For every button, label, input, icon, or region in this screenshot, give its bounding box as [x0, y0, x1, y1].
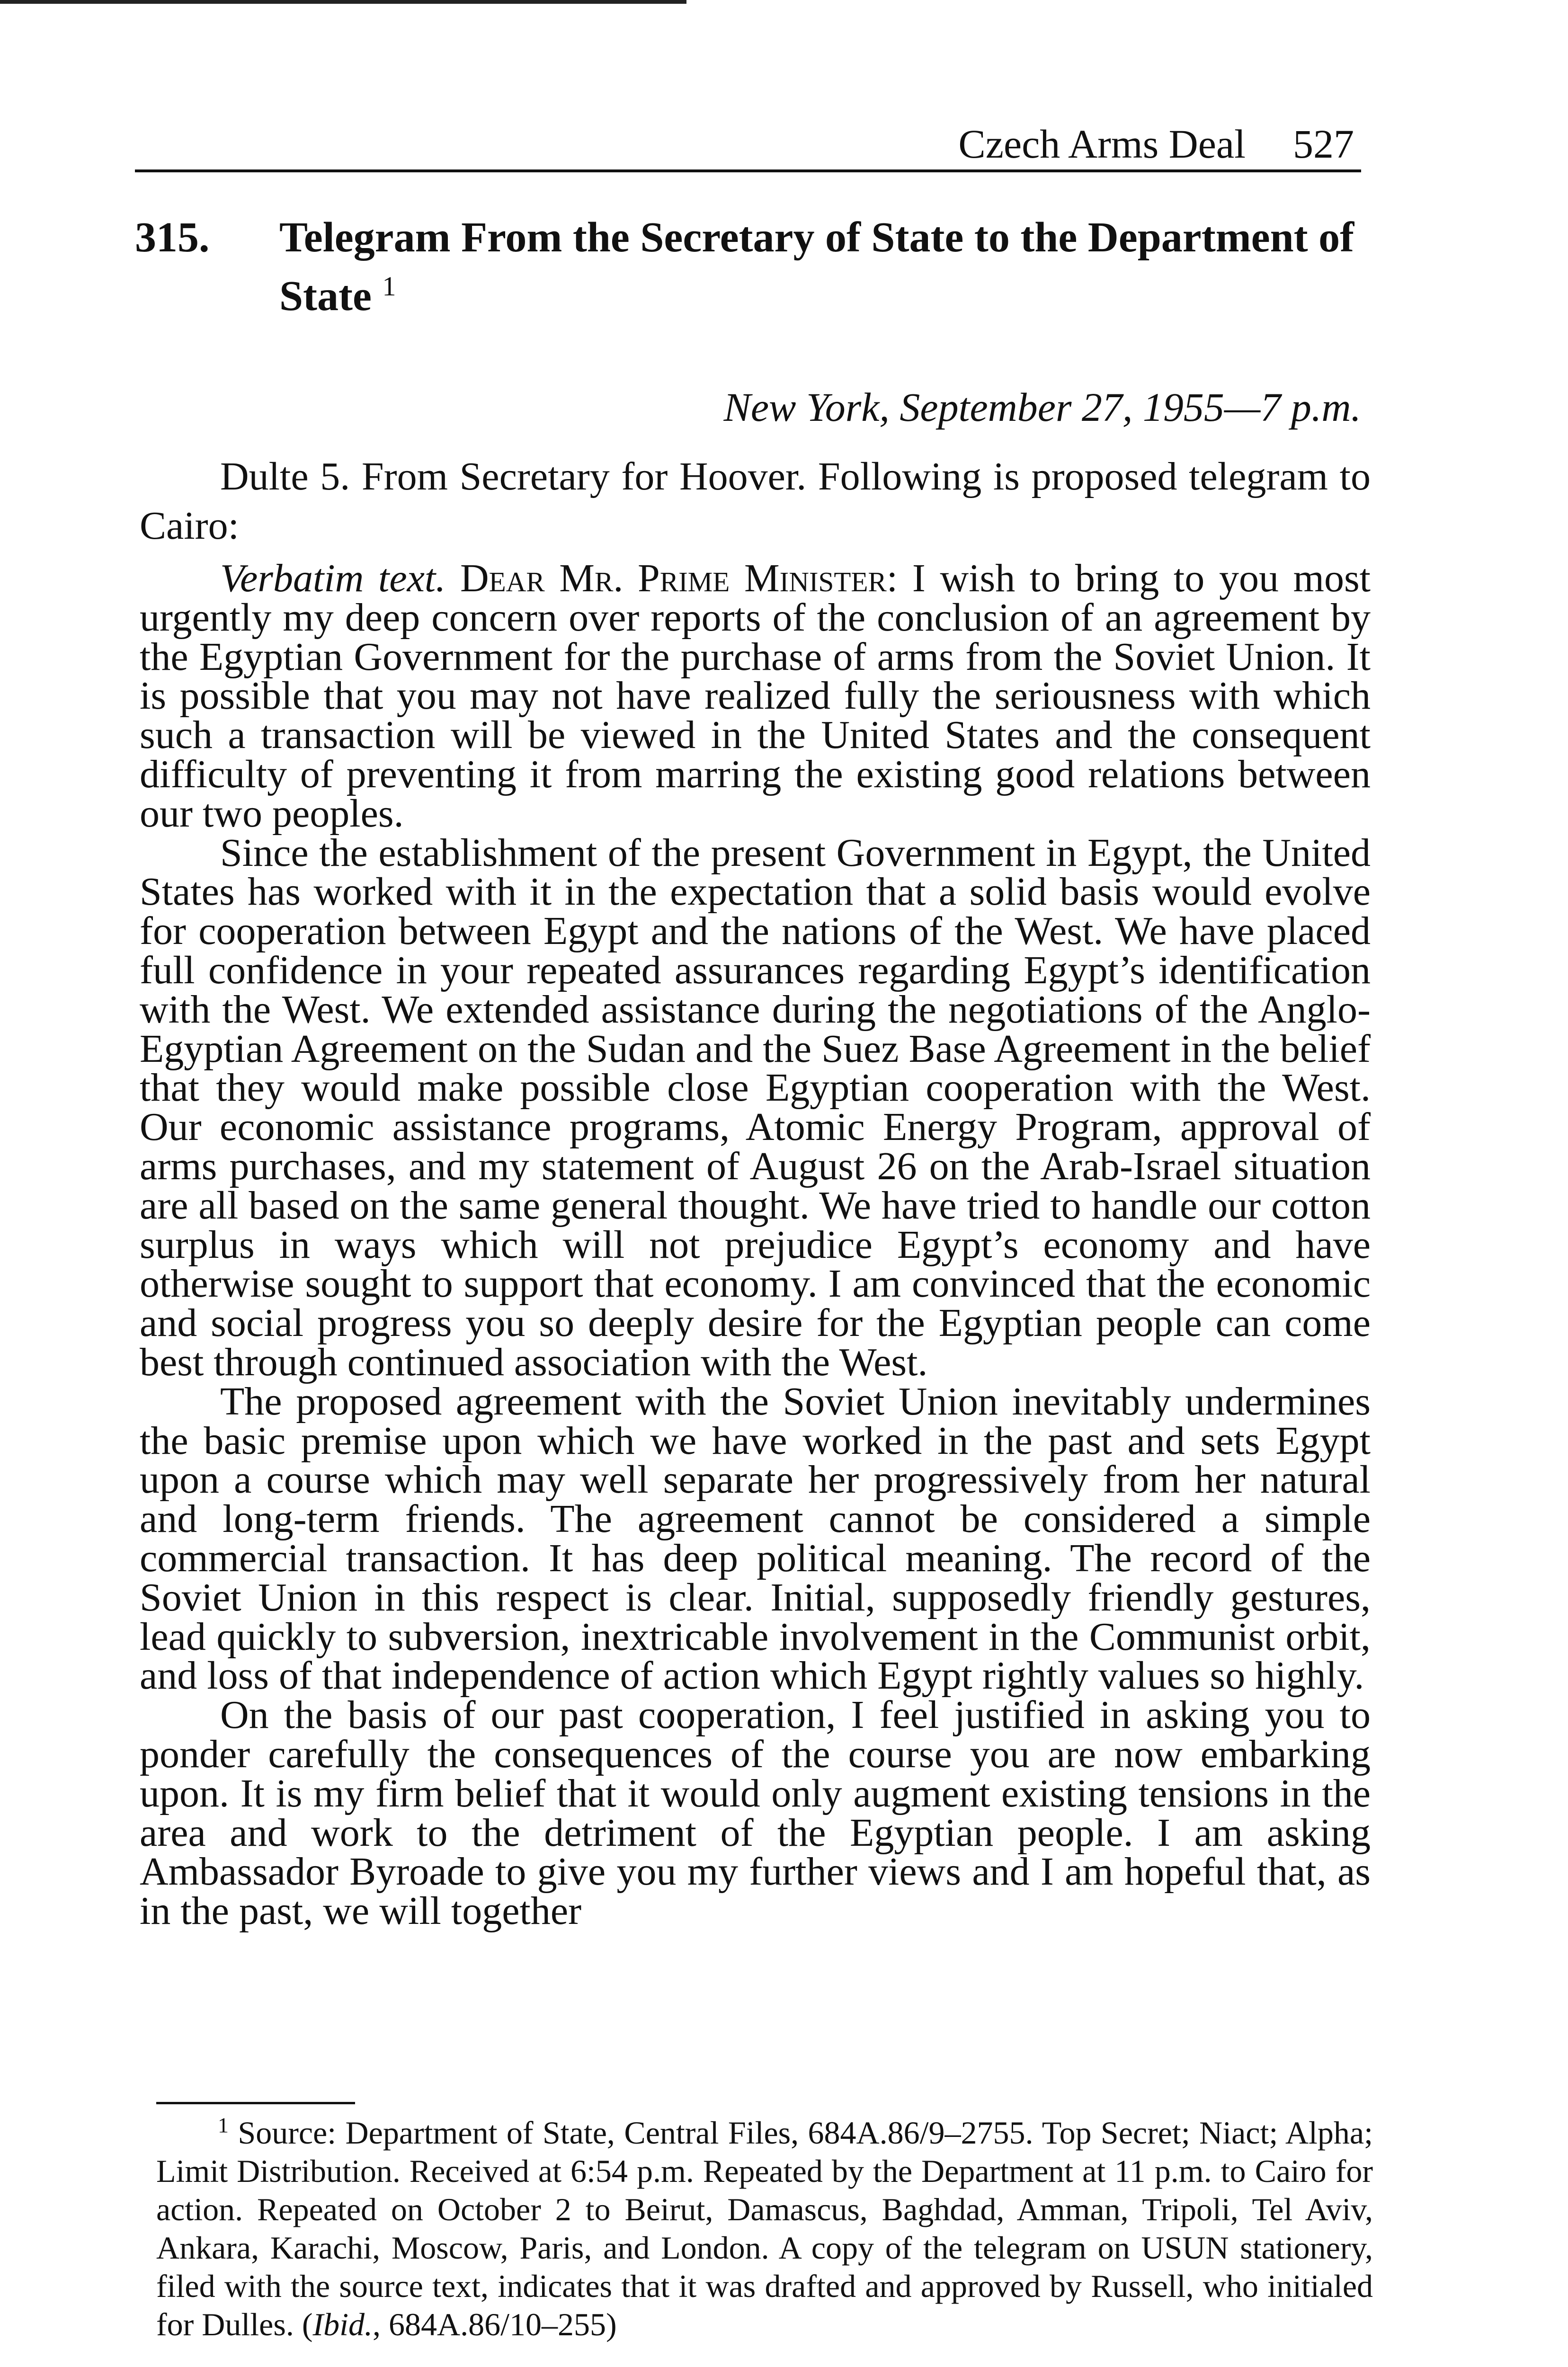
salutation: Dear Mr. Prime Minister:: [460, 556, 898, 600]
footnote-text-end: , 684A.86/10–255): [373, 2306, 617, 2342]
body-paragraph-2: Since the establishment of the present Government in Egypt, the United States has worked with it in the expectation that a solid basis would evolve for cooperation between Egypt and the nations of the West. We have placed full confidence in your repeated assurances regarding Egypt’s identification with the West. We extended assistance during the negotiations of the Anglo-Egyptian Agreement on the Sudan and the Suez Base Agreement in the belief that they would make possible close Egyptian cooperation with the West. Our economic assistance programs, Atomic Energy Program, approval of arms purchases, and my statement of August 26 on the Arab-Israel situation are all based on the same general thought. We have tried to handle our cotton surplus in ways which will not prejudice Egypt’s economy and have otherwise sought to support that economy. I am convinced that the economic and social progress you so deeply desire for the Egyptian people can come best through continued association with the West.: [140, 830, 1371, 1384]
footnote-divider: [156, 2102, 355, 2104]
body-paragraph-1: [140, 556, 1371, 836]
running-header: [135, 121, 1361, 172]
verbatim-label: Verbatim text.: [220, 556, 446, 600]
intro-paragraph: Dulte 5. From Secretary for Hoover. Following is proposed telegram to Cairo:: [140, 454, 1371, 548]
document-title-text: Telegram From the Secretary of State to the Department of State: [279, 214, 1354, 320]
footnote: [156, 2114, 1373, 2344]
footnote-reference: 1: [382, 271, 396, 302]
top-border-line: [0, 0, 686, 4]
dateline: New York, September 27, 1955—7 p.m.: [723, 384, 1361, 430]
footnote-ibid: Ibid.: [312, 2306, 373, 2342]
body-paragraph-3: The proposed agreement with the Soviet Union inevitably undermines the basic premise upon which we have worked in the past and sets Egypt upon a course which may well separate her progressively from her natural and long-term friends. The agreement cannot be considered a simple commercial transaction. It has deep political meaning. The record of the Soviet Union in this respect is clear. Initial, supposedly friendly gestures, lead quickly to subversion, inextricable involvement in the Communist orbit, and loss of that independence of action which Egypt rightly values so highly.: [140, 1379, 1371, 1698]
footnote-paragraph: [156, 2114, 1373, 2344]
document-title: [279, 208, 1368, 326]
body-paragraph-4: On the basis of our past cooperation, I feel justified in asking you to ponder carefully the consequences of the course you are now embarking upon. It is my firm belief that it would only augment existing tensions in the area and work to the detriment of the Egyptian people. I am asking Ambassador Byroade to give you my further views and I am hopeful that, as in the past, we will together: [140, 1693, 1371, 1933]
document-number: 315.: [135, 214, 210, 261]
running-header-title: Czech Arms Deal: [958, 121, 1246, 167]
document-body: [140, 452, 1371, 1931]
paragraph-1-text: I wish to bring to you most urgently my deep concern over reports of the conclusion of an agreement by the Egyptian Government for the purchase of arms from the Soviet Union. It is possible that you may not have realized fully the seriousness with which such a transaction will be viewed in the United States and the consequent difficulty of preventing it from marring the existing good relations between our two peoples.: [140, 556, 1371, 836]
footnote-marker: 1: [218, 2113, 229, 2137]
page-number: 527: [1293, 121, 1354, 167]
footnote-text: Source: Department of State, Central Files, 684A.86/9–2755. Top Secret; Niact; Alpha; Limit Distribution. Received at 6:54 p.m. Repeated by the Department at 11 p.m. to Cairo for action. Repeated on October 2 to Beirut, Damascus, Baghdad, Amman, Tripoli, Tel Aviv, Ankara, Karachi, Moscow, Paris, and London. A copy of the telegram on USUN stationery, filed with the source text, indicates that it was drafted and approved by Russell, who initialed for Dulles. (: [156, 2115, 1373, 2342]
